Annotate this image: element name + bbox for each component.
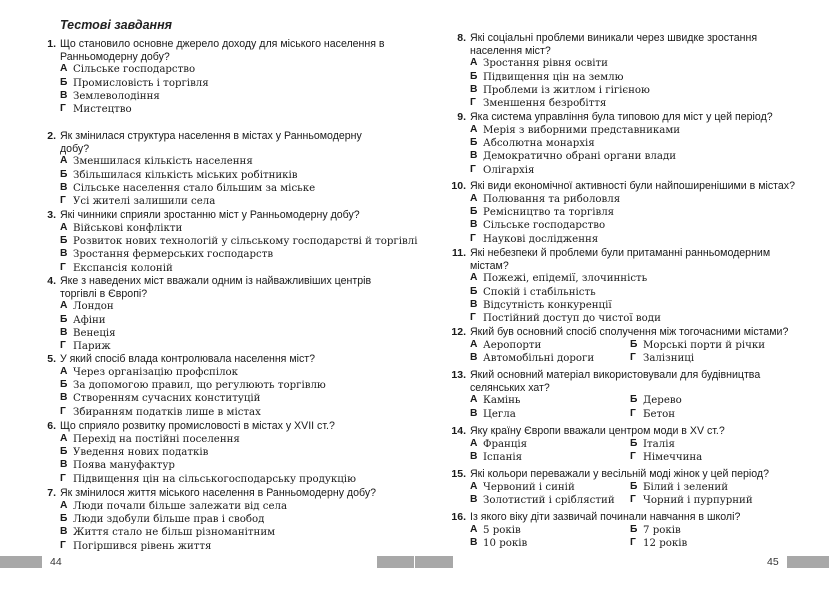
- answer-option[interactable]: Г Німеччина: [630, 451, 703, 463]
- page-number: 45: [767, 556, 779, 568]
- question-text: Із якого віку діти зазвичай починали навчання в школі?: [470, 511, 741, 523]
- question-text: Як змінилося життя міського населення в Ранньомодерну добу?: [60, 487, 377, 499]
- question-text: Які соціальні проблеми виникали через швидке зростання населення міст?: [470, 32, 758, 57]
- answer-option[interactable]: Г Погіршився рівень життя: [60, 539, 212, 552]
- answer-option[interactable]: Б Спокій і стабільність: [470, 285, 596, 298]
- answer-option[interactable]: А 5 років: [470, 523, 521, 536]
- answer-option[interactable]: В Сільське населення стало більшим за міське: [60, 182, 316, 194]
- answer-option[interactable]: Г Усі жителі залишили села: [60, 195, 216, 208]
- question-text: Яку країну Європи вважали центром моди в XV ст.?: [470, 425, 725, 437]
- answer-option[interactable]: В 10 років: [470, 537, 528, 549]
- answer-option[interactable]: Б Люди здобули більше прав і свобод: [60, 513, 265, 525]
- answer-option[interactable]: Г Збиранням податків лише в містах: [60, 405, 261, 418]
- answer-option[interactable]: А Франція: [470, 437, 528, 450]
- question-11: 11. Які небезпеки й проблеми були притаманні ранньомодерним містам? А Пожежі, епідемії, злочинність Б Спокій і стабільність В Відсутність конкуренції Г Постійний доступ до чистої води: [470, 247, 805, 326]
- answer-option[interactable]: Г Чорний і пурпурний: [630, 494, 753, 506]
- answer-option[interactable]: В Відсутність конкуренції: [470, 299, 612, 311]
- answer-option[interactable]: А Мерія з виборними представниками: [470, 123, 681, 136]
- question-10: 10. Які види економічної активності були найпоширенішими в містах? А Полювання та риболовля Б Ремісництво та торгівля В Сільське господарство Г Наукові дослідження: [470, 180, 815, 246]
- answer-option[interactable]: Г 12 років: [630, 537, 688, 549]
- question-text: Які небезпеки й проблеми були притаманні ранньомодерним містам?: [470, 247, 771, 272]
- answer-option[interactable]: Б Італія: [630, 437, 675, 450]
- answer-option[interactable]: Г Зменшення безробіття: [470, 97, 607, 110]
- answer-option[interactable]: Г Мистецтво: [60, 103, 132, 116]
- question-14: 14. Яку країну Європи вважали центром моди в XV ст.? А Франція Б Італія В Іспанія Г Німеччина: [470, 425, 805, 464]
- question-1: 1. Що становило основне джерело доходу для міського населення в Ранньомодерну добу? А Сільське господарство Б Промисловість і торгівля В Землеволодіння Г Мистецтво: [60, 38, 390, 117]
- question-16: 16. Із якого віку діти зазвичай починали навчання в школі? А 5 років Б 7 років В 10 років Г 12 років: [470, 511, 805, 550]
- answer-option[interactable]: А Через організацію профспілок: [60, 365, 239, 378]
- answer-option[interactable]: А Сільське господарство: [60, 63, 196, 76]
- answer-option[interactable]: Б Уведення нових податків: [60, 446, 209, 458]
- question-7: 7. Як змінилося життя міського населення в Ранньомодерну добу? А Люди почали більше залежати від села Б Люди здобули більше прав і свобод В Життя стало не більш різноманітним Г Погіршився рівень життя: [60, 487, 400, 553]
- question-text: Що сприяло розвитку промисловості в містах у XVII ст.?: [60, 420, 335, 432]
- question-text: Який основний матеріал використовували для будівництва селянських хат?: [470, 369, 761, 394]
- answer-option[interactable]: А Полювання та риболовля: [470, 192, 621, 205]
- question-text: Які види економічної активності були найпоширенішими в містах?: [470, 180, 795, 192]
- answer-option[interactable]: А Люди почали більше залежати від села: [60, 499, 288, 512]
- answer-option[interactable]: В Демократично обрані органи влади: [470, 150, 677, 163]
- answer-option[interactable]: В Проблеми із житлом і гігієною: [470, 84, 650, 96]
- question-text: Як змінилася структура населення в містах у Ранньомодерну добу?: [60, 130, 362, 155]
- answer-option[interactable]: Б Морські порти й річки: [630, 338, 766, 351]
- answer-option[interactable]: Г Париж: [60, 340, 111, 353]
- question-4: 4. Яке з наведених міст вважали одним із найважливіших центрів торгівлі в Європі? А Лондон Б Афіни В Венеція Г Париж: [60, 275, 390, 354]
- answer-option[interactable]: А Військові конфлікти: [60, 221, 183, 234]
- section-title: Тестові завдання: [60, 18, 173, 32]
- question-text: Які кольори переважали у весільній моді жінок у цей період?: [470, 468, 769, 480]
- answer-option[interactable]: Б Промисловість і торгівля: [60, 76, 209, 89]
- answer-option[interactable]: Б Ремісництво та торгівля: [470, 206, 615, 218]
- answer-option[interactable]: В Поява мануфактур: [60, 459, 175, 472]
- answer-option[interactable]: Г Постійний доступ до чистої води: [470, 312, 661, 325]
- answer-option[interactable]: А Аеропорти: [470, 338, 542, 351]
- question-3: 3. Які чинники сприяли зростанню міст у Ранньомодерну добу? А Військові конфлікти Б Розвиток нових технологій у сільському господарстві й торгівлі В Зростання фермерських господарств Г Експансія колоній: [47, 209, 418, 274]
- answer-option[interactable]: Б Підвищення цін на землю: [470, 70, 624, 83]
- answer-option[interactable]: А Зростання рівня освіти: [470, 57, 608, 70]
- answer-option[interactable]: Б Дерево: [630, 394, 682, 407]
- answer-option[interactable]: В Створенням сучасних конституцій: [60, 392, 261, 405]
- answer-option[interactable]: А Лондон: [60, 300, 114, 313]
- answer-option[interactable]: В Іспанія: [470, 451, 523, 463]
- answer-option[interactable]: В Зростання фермерських господарств: [60, 248, 274, 261]
- answer-option[interactable]: В Землеволодіння: [60, 90, 160, 102]
- question-text: Які чинники сприяли зростанню міст у Ранньомодерну добу?: [60, 209, 360, 221]
- answer-option[interactable]: Г Олігархія: [470, 163, 535, 176]
- answer-option[interactable]: А Зменшилася кількість населення: [60, 155, 253, 168]
- answer-option[interactable]: В Життя стало не більш різноманітним: [60, 526, 276, 539]
- page-number: 44: [50, 556, 62, 568]
- answer-option[interactable]: Г Залізниці: [630, 352, 695, 364]
- answer-option[interactable]: В Золотистий і сріблястий: [470, 494, 615, 506]
- answer-option[interactable]: А Перехід на постійні поселення: [60, 432, 240, 445]
- question-text: Яка система управління була типовою для міст у цей період?: [470, 111, 773, 123]
- footer-bar: [0, 556, 42, 568]
- answer-option[interactable]: Г Наукові дослідження: [470, 232, 599, 245]
- answer-option[interactable]: А Камінь: [470, 394, 521, 407]
- question-12: 12. Який був основний спосіб сполучення між тогочасними містами? А Аеропорти Б Морські порти й річки В Автомобільні дороги Г Залізниці: [470, 326, 810, 365]
- answer-option[interactable]: А Червоний і синій: [470, 480, 575, 493]
- answer-option[interactable]: Б Розвиток нових технологій у сільському господарстві й торгівлі: [60, 235, 418, 247]
- question-text: У який спосіб влада контролювала населення міст?: [60, 353, 316, 365]
- question-9: 9. Яка система управління була типовою для міст у цей період? А Мерія з виборними представниками Б Абсолютна монархія В Демократично обрані органи влади Г Олігархія: [470, 111, 805, 177]
- answer-option[interactable]: В Автомобільні дороги: [470, 352, 595, 364]
- footer-bar: [377, 556, 414, 568]
- question-6: 6. Що сприяло розвитку промисловості в містах у XVII ст.? А Перехід на постійні поселення Б Уведення нових податків В Поява мануфактур Г Підвищення цін на сільськогосподарську продукцію: [60, 420, 390, 486]
- question-text: Яке з наведених міст вважали одним із найважливіших центрів торгівлі в Європі?: [60, 275, 372, 300]
- footer-bar: [415, 556, 453, 568]
- question-text: Який був основний спосіб сполучення між тогочасними містами?: [470, 326, 789, 338]
- answer-option[interactable]: В Венеція: [60, 327, 116, 339]
- question-2: 2. Як змінилася структура населення в містах у Ранньомодерну добу? А Зменшилася кількість населення Б Збільшилася кількість міських робітників В Сільське населення стало більшим за міське Г Усі жителі залишили села: [60, 130, 390, 209]
- answer-option[interactable]: А Пожежі, епідемії, злочинність: [470, 272, 648, 285]
- answer-option[interactable]: Б Афіни: [60, 313, 106, 326]
- question-13: 13. Який основний матеріал використовували для будівництва селянських хат? А Камінь Б Дерево В Цегла Г Бетон: [470, 369, 805, 421]
- question-text: Що становило основне джерело доходу для міського населення в Ранньомодерну добу?: [60, 38, 385, 63]
- answer-option[interactable]: Г Експансія колоній: [60, 261, 173, 274]
- answer-option[interactable]: Б 7 років: [630, 523, 681, 536]
- question-15: 15. Які кольори переважали у весільній моді жінок у цей період? А Червоний і синій Б Білий і зелений В Золотистий і сріблястий Г Чорний і пурпурний: [470, 468, 805, 507]
- answer-option[interactable]: В Сільське господарство: [470, 219, 606, 232]
- answer-option[interactable]: Г Бетон: [630, 407, 676, 420]
- question-8: 8. Які соціальні проблеми виникали через швидке зростання населення міст? А Зростання рівня освіти Б Підвищення цін на землю В Проблеми із житлом і гігієною Г Зменшення безробіття: [470, 32, 805, 111]
- answer-option[interactable]: В Цегла: [470, 407, 516, 420]
- footer-bar: [787, 556, 829, 568]
- answer-option[interactable]: Г Підвищення цін на сільськогосподарську продукцію: [60, 472, 356, 485]
- answer-option[interactable]: Б Абсолютна монархія: [470, 137, 595, 149]
- answer-option[interactable]: Б За допомогою правил, що регулюють торгівлю: [60, 379, 326, 391]
- right-page: [415, 0, 829, 600]
- answer-option[interactable]: Б Білий і зелений: [630, 480, 728, 493]
- question-5: 5. У який спосіб влада контролювала населення міст? А Через організацію профспілок Б За допомогою правил, що регулюють торгівлю В Створенням сучасних конституцій Г Збиранням податків лише в містах: [60, 353, 390, 419]
- answer-option[interactable]: Б Збільшилася кількість міських робітників: [60, 168, 298, 181]
